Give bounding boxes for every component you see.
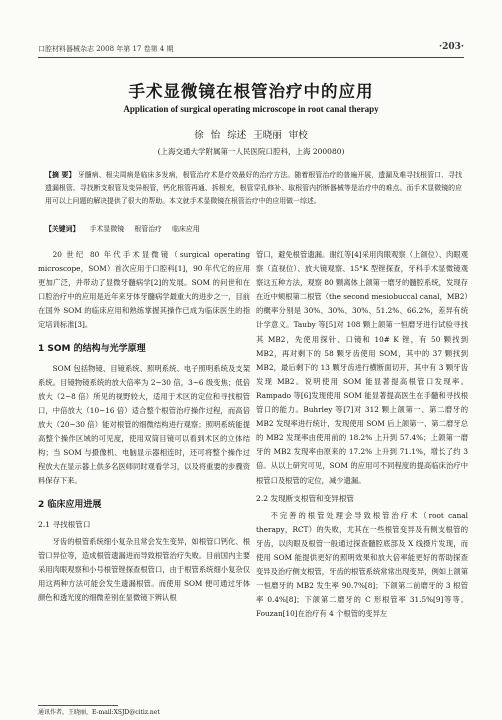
subsection-heading: 2.1 寻找根管口 xyxy=(38,519,91,529)
abstract-block xyxy=(45,169,462,208)
author-line: 徐 怡 综述 王晓丽 审校 xyxy=(194,130,308,141)
section-paragraph: 不完善的根管处理会导致根管治疗术（root canal therapy，RCT）的失败，尤其在一些根管变异及有侧支根管的牙齿，以肉眼及根管一般通过探查髓腔底部及 X 线摄片发现，而使用 SOM 能提供更好的照明效果和放大倍率能更好的帮助探查变异及治疗侧支根管，牙齿的根管系统常常出现变异，例如上颌第一恒磨牙的 MB2 发生率 90.7%[8]；下颌第二前磨牙的 3 根管率 0.4%[8]；下颌第二磨牙的 C 形根管率 31.5%[9]等等。Fouzan[10]在治疗有 4 个根管的变异左 xyxy=(256,510,468,619)
right-column xyxy=(256,248,468,621)
left-column xyxy=(38,248,250,605)
continued-paragraph: 管口，避免根管遗漏。谢红等[4]采用肉眼观察（上颌位）、肉眼观察（直视位）、放大镜观察、15°K 型锉探查，牙科手术显微镜观察这五种方法，观察 80 颗离体上颌第一磨牙的髓腔系统，发现存在近中颊根第二根管（the second mesiobuccal canal，MB2）的概率分别是 30%、30%、30%、51.2%、66.2%，差异有统计学意义。Tauby 等[5]对 108 颗上颌第一恒磨牙进行试验寻找其 MB2，先使用探针、口镜和 10# K 锉，有 50 颗找到 MB2，再对剩下的 58 颗牙齿使用 SOM，其中的 37 颗找到 MB2，最后剩下的 13 颗牙齿进行横断面切开，其中有 3 颗牙齿发现 MB2。说明使用 SOM 能显著提高根管口发现率。Rampado 等[6]发现使用 SOM 能显著提高医生在手髓和寻找根管口的能力。Buhrley 等[7]对 312 颗上颌第一、第二磨牙的 MB2 发现率进行统计，发现使用 SOM 后上颌第一、第二磨牙总的 MB2 发现率由使用前的 18.2% 上升到 57.4%；上颌第一磨牙的 MB2 发现率由原来的 17.2% 上升到 71.1%，增长了约 3 倍。从以上研究可见，SOM 的应用可不同程度的提高临床治疗中根管口及根管的定位，减少遗漏。 xyxy=(256,250,468,485)
abstract-text: 牙髓病、根尖周病是临床多发病，根管治疗术是疗效最好的治疗方法。随着根管治疗的普遍开展，遗漏及难寻找根管口、寻找遗漏根管、寻找断支根管及变异根管，钙化根管再通、拆根充，根管穿孔修补、取根管内折断器械等是治疗中的难点。而手术显微镜的应用可以上问题的解决提供了很大的帮助。本文就手术显微镜在根管治疗中的应用做一综述。 xyxy=(45,171,462,205)
section-paragraph: SOM 包括物镜、目镜系统、照明系统、电子照明系统及支架系统。目镜物镜系统的放大倍率为 2~30 倍，3~6 级变焦；低倍放大（2~8 倍）所见的视野较大，适用于术区的定位和寻找根管口，中倍放大（10~16 倍）适合整个根管治疗操作过程，而高倍放大（20~30 倍）能对根管的细微结构进行观察；照明系统能提高整个操作区域的可见度，使用双筒目镜可以看到术区的立体结构；当 SOM 与摄像机、电脑显示器相连时，还可将整个操作过程放大在显示器上供多名医师同时观看学习，以及将重要的步骤资料保存下来。 xyxy=(38,363,250,486)
article-title-english: Application of surgical operating microscope in root canal therapy xyxy=(123,104,379,114)
corresponding-author-note: 通讯作者，王晓丽，E-mail:XSJD@citiz.net xyxy=(38,709,160,716)
keyword: 手术显微镜 xyxy=(89,225,125,233)
running-header xyxy=(38,42,464,56)
keywords-block xyxy=(45,223,462,233)
section-heading: 2 临床应用进展 xyxy=(38,499,102,510)
keywords-label: 【关键词】 xyxy=(45,225,80,233)
article-title: 手术显微镜在根管治疗中的应用 xyxy=(128,82,374,101)
section-paragraph: 牙齿的根管系统细小复杂且常会发生变异，如根管口钙化、根管口异位等，造成根管遗漏进而导致根管治疗失败。目前国内主要采用肉眼观察和小号根管锉探查根管口，由于根管系统细小复杂仅用这两种方法可能会发生遗漏根管。而使用 SOM 便可通过牙体颜色和透光度的细微差别在显微镜下辨认根 xyxy=(38,536,250,603)
keyword: 临床应用 xyxy=(172,225,200,233)
subsection-heading: 2.2 发现断支根管和变异根管 xyxy=(256,493,355,503)
intro-paragraph: 20 世纪 80 年代手术显微镜（surgical operating microscope，SOM）首次应用于口腔科[1]，90 年代它的应用更加广泛，并带动了显微牙髓病学[2]的发展。SOM 的问世和在口腔治疗中的应用是近年来牙体牙髓病学最重大的进步之一，目前在国外 SOM 的临床应用和熟练掌握其操作已成为临床医生的指定培训标准[3]。 xyxy=(38,250,250,330)
journal-citation: 口腔材料器械杂志 2008 年第 17 卷第 4 期 xyxy=(38,45,174,53)
author-affiliation: (上海交通大学附属第一人民医院口腔科，上海 200080) xyxy=(157,147,345,156)
header-divider xyxy=(38,57,464,58)
section-heading: 1 SOM 的结构与光学原理 xyxy=(38,343,146,354)
keyword: 根管治疗 xyxy=(134,225,162,233)
abstract-label: 【摘 要】 xyxy=(45,171,76,179)
page-number: ·203· xyxy=(438,42,464,52)
footnote-divider xyxy=(38,705,118,706)
